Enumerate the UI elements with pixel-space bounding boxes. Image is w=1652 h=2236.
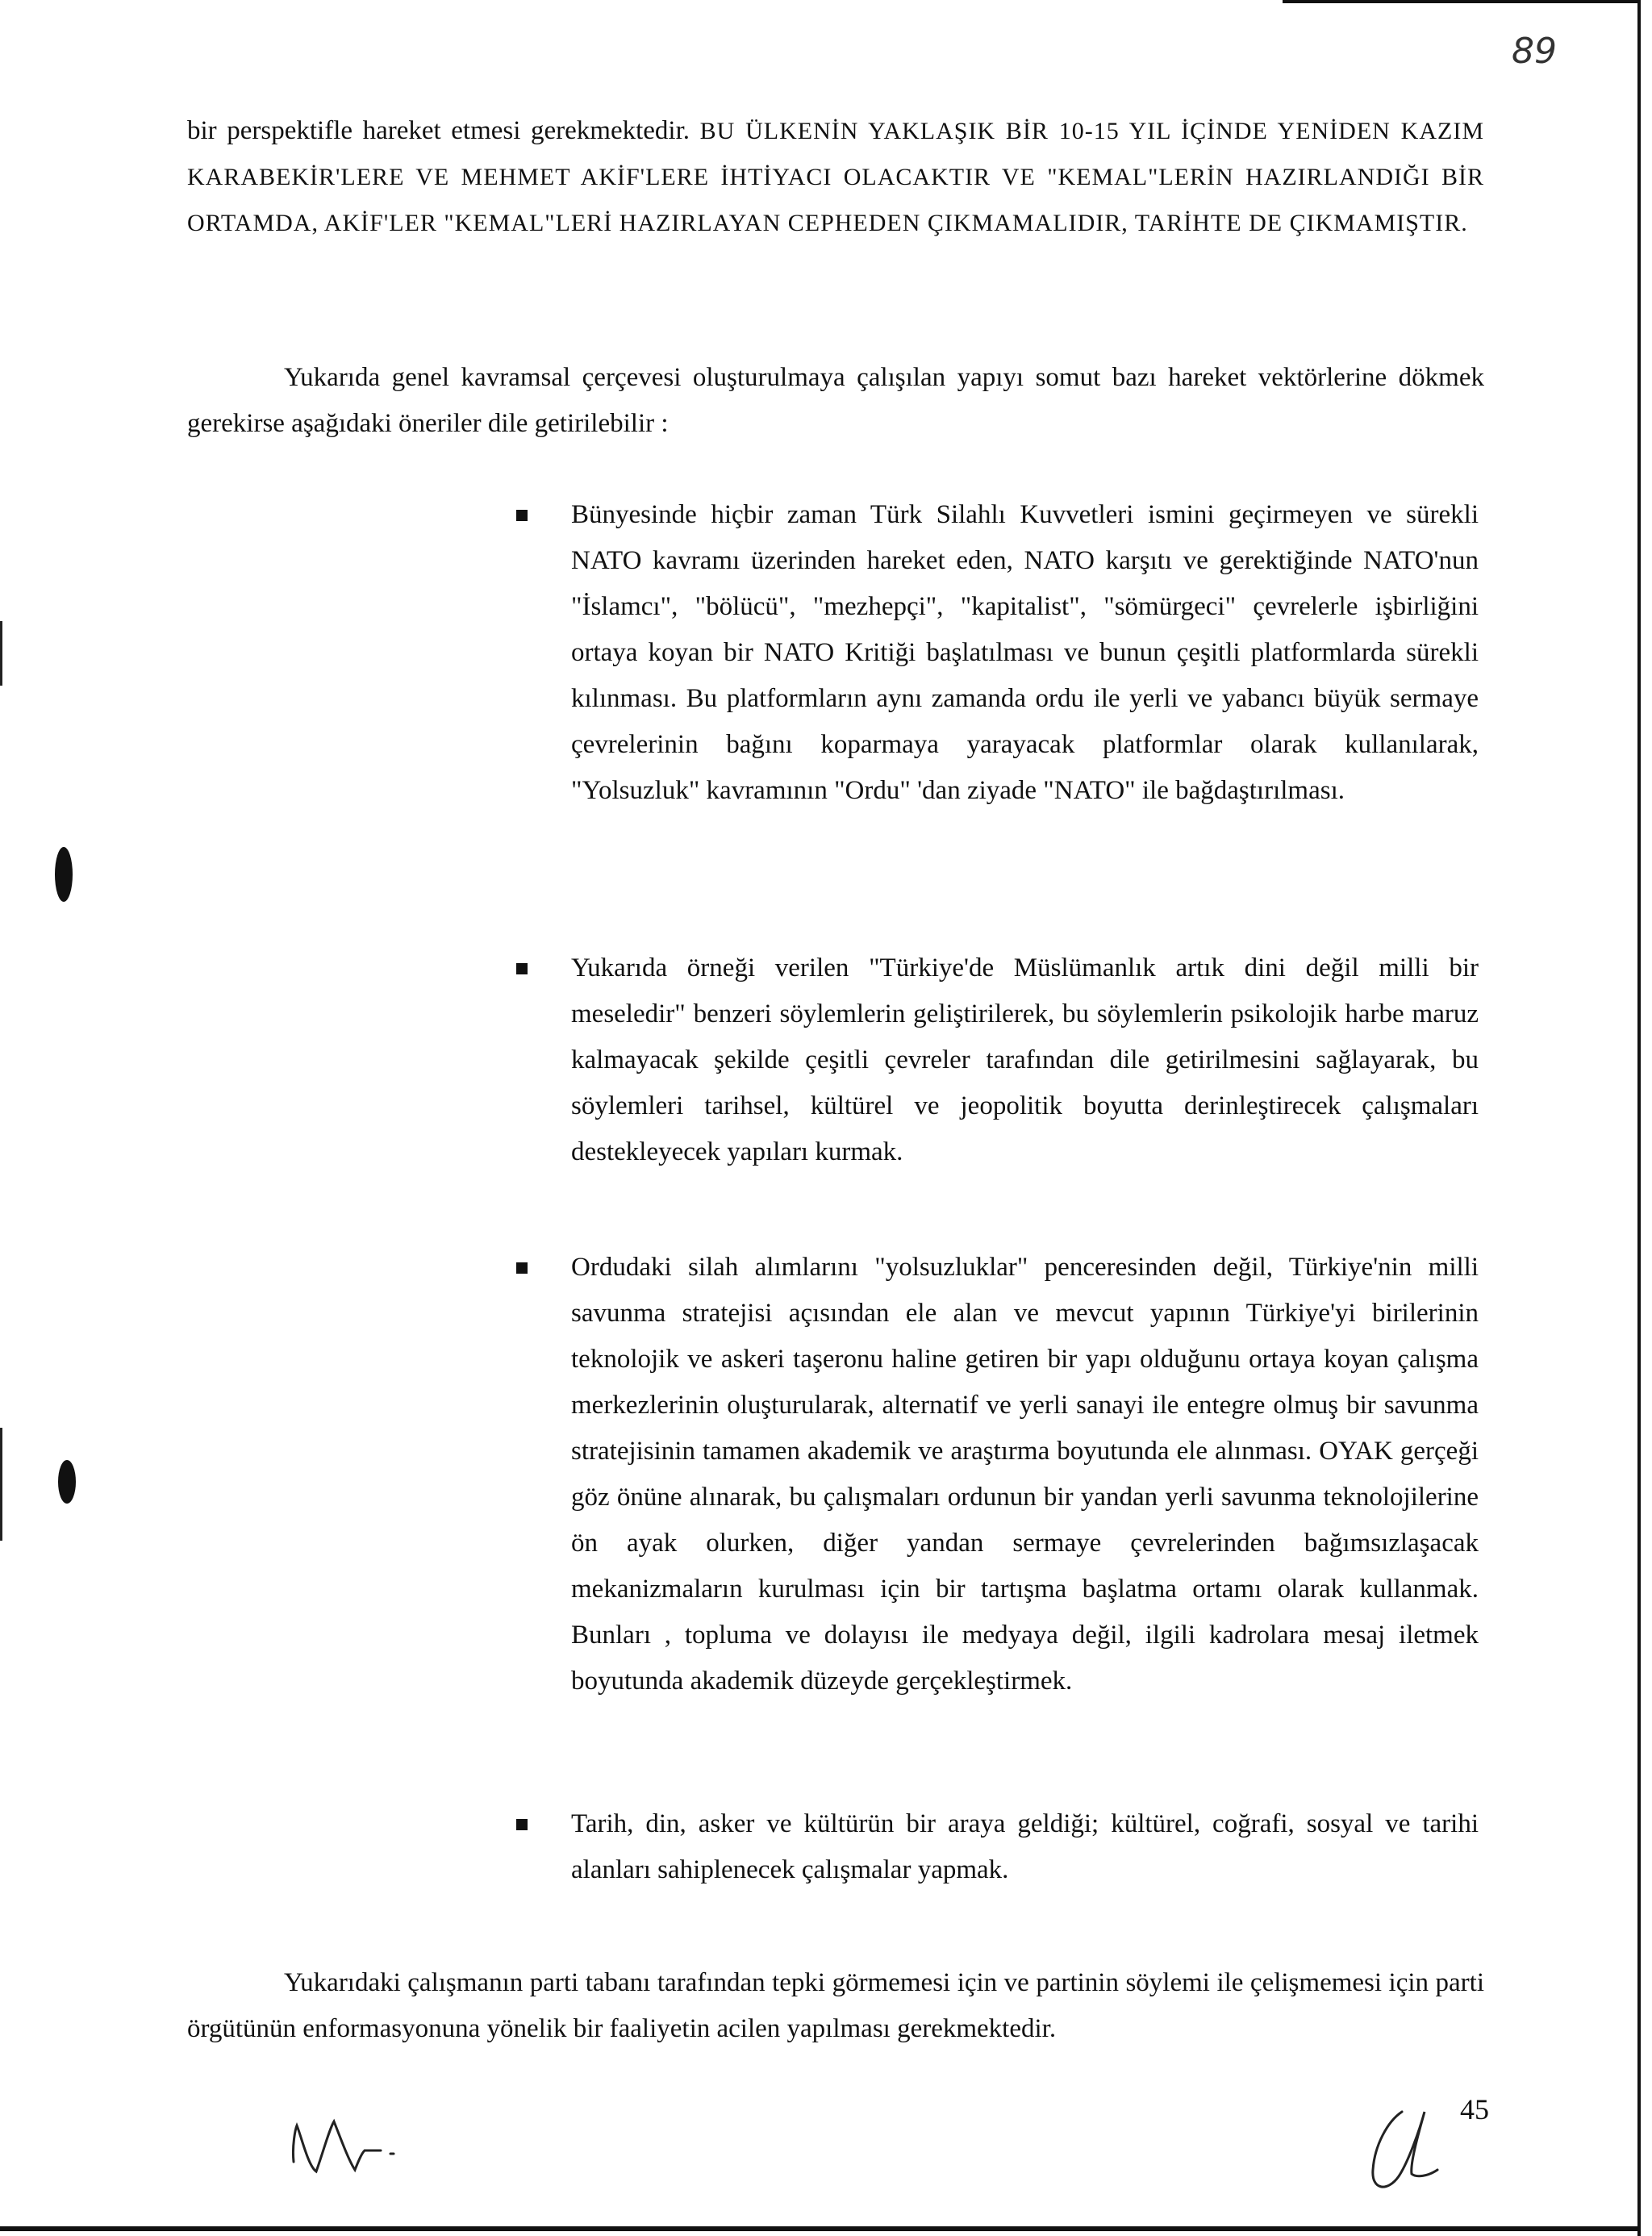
bullet-marker <box>516 1819 528 1830</box>
scan-border-right <box>1637 0 1641 2236</box>
paragraph-1 <box>187 355 1484 447</box>
bullet-item: Tarih, din, asker ve kültürün bir araya geldiği; kültürel, coğrafi, sosyal ve tarihi alanları sahiplenecek çalışmalar yapmak. <box>571 1809 1479 1884</box>
scan-border-top <box>1283 0 1641 3</box>
intro-caps: BU ÜLKENİN YAKLAŞIK BİR 10-15 YIL İÇİNDE YENİDEN KAZIM KARABEKİR'LERE VE MEHMET AKİF'LERE İHTİYACI OLACAKTIR VE "KEMAL"LERİN HAZIRLANDIĞI BİR ORTAMDA, AKİF'LER "KEMAL"LERİ HAZIRLAYAN CEPHEDEN ÇIKMAMALIDIR, TARİHTE DE ÇIKMAMIŞTIR. <box>187 118 1484 236</box>
bullet-item: Bünyesinde hiçbir zaman Türk Silahlı Kuvvetleri ismini geçirmeyen ve sürekli NATO kavramı üzerinden hareket eden, NATO karşıtı ve gerektiğinde NATO'nun "İslamcı", "bölücü", "mezhepçi", "kapitalist", "sömürgeci" çevrelerle işbirliğini ortaya koyan bir NATO Kritiği başlatılması ve bunun çeşitli platformlarda sürekli kılınması. Bu platformların aynı zamanda ordu ile yerli ve yabancı büyük sermaye çevrelerinin bağını koparmaya yarayacak platformlar olarak kullanılarak, "Yolsuzluk" kavramının "Ordu" 'dan ziyade "NATO" ile bağdaştırılması. <box>571 500 1479 805</box>
paragraph-1-text: Yukarıda genel kavramsal çerçevesi oluşturulmaya çalışılan yapıyı somut bazı hareket vektörlerine dökmek gerekirse aşağıdaki öneriler dile getirilebilir : <box>187 363 1484 438</box>
signature-right <box>1363 2097 1444 2202</box>
bullet-marker <box>516 963 528 974</box>
scan-border-bottom <box>0 2226 1641 2231</box>
final-paragraph-text: Yukarıdaki çalışmanın parti tabanı tarafından tepki görmemesi için ve partinin söylemi ile çelişmemesi için parti örgütünün enformasyonuna yönelik bir faaliyetin acilen yapılması gerekmektedir. <box>187 1968 1484 2043</box>
bullet-marker <box>516 510 528 521</box>
bullet-item: Yukarıda örneği verilen "Türkiye'de Müslümanlık artık dini değil milli bir meseledir" benzeri söylemlerin geliştirilerek, bu söylemlerin psikolojik harbe maruz kalmayacak şekilde çeşitli çevreler tarafından dile getirilmesini sağlayarak, bu söylemleri tarihsel, kültürel ve jeopolitik boyutta derinleştirecek çalışmaları destekleyecek yapıları kurmak. <box>571 953 1479 1166</box>
bullet-item: Ordudaki silah alımlarını "yolsuzluklar" penceresinden değil, Türkiye'nin milli savunma stratejisi açısından ele alan ve mevcut yapının Türkiye'yi birilerinin teknolojik ve askeri taşeronu haline getiren bir yapı olduğunu ortaya koyan çalışma merkezlerinin oluşturularak, alternatif ve yerli sanayi ile entegre olmuş bir savunma stratejisinin tamamen akademik ve araştırma boyutunda ele alınması. OYAK gerçeği göz önüne alınarak, bu çalışmaları ordunun bir yandan yerli savunma teknolojilerine ön ayak olurken, diğer yandan sermaye çevrelerinden bağımsızlaşacak mekanizmaların kurulması için bir tartışma başlatma ortamı olarak kullanmak. Bunları , topluma ve dolayısı ile medyaya değil, ilgili kadrolara mesaj iletmek boyutunda akademik düzeyde gerçekleştirmek. <box>571 1253 1479 1696</box>
final-paragraph <box>187 1960 1484 2052</box>
margin-tick <box>0 621 2 686</box>
bullet-marker <box>516 1262 528 1274</box>
punch-hole-mark <box>55 847 73 902</box>
intro-lead: bir perspektifle hareket etmesi gerekmektedir. <box>187 116 700 145</box>
signature-left <box>284 2097 413 2186</box>
margin-tick <box>0 1428 2 1541</box>
punch-hole-mark <box>58 1460 76 1504</box>
page-number: 89 <box>1512 31 1557 72</box>
footer-page-number: 45 <box>1460 2093 1489 2125</box>
intro-paragraph <box>187 108 1484 246</box>
